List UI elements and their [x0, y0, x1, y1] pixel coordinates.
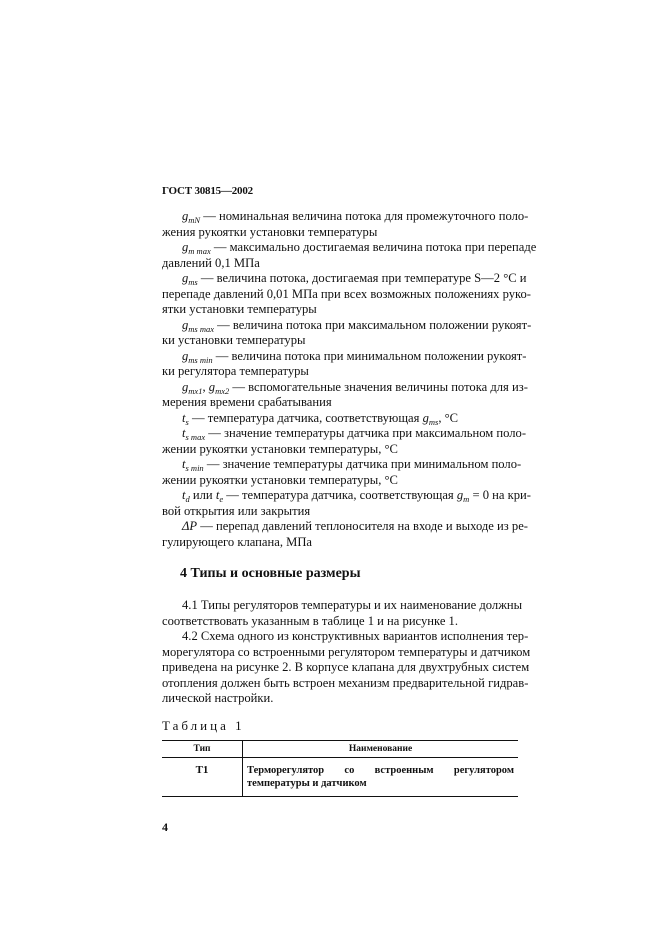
symbol-subscript: ms min — [188, 354, 213, 365]
text-line — [162, 395, 517, 411]
text-line — [162, 504, 517, 520]
symbol-subscript: m — [463, 494, 470, 504]
symbol-subscript: m max — [188, 246, 211, 256]
text: — величина потока, достигаемая при температуре S—2 °С и — [197, 271, 527, 285]
text: перепаде давлений 0,01 МПа при всех возможных положениях руко- — [162, 286, 531, 301]
text: 4.2 Схема одного из конструктивных вариантов исполнения тер- — [182, 629, 529, 643]
text: соответствовать указанным в таблице 1 и на рисунке 1. — [162, 613, 459, 628]
symbol-subscript: s — [185, 416, 189, 427]
section-heading: 4 Типы и основные размеры — [180, 566, 361, 581]
text-line — [162, 271, 527, 287]
paragraph — [162, 271, 531, 318]
paragraph — [162, 488, 531, 519]
symbol-subscript: s min — [185, 463, 204, 473]
paragraph — [162, 317, 532, 349]
text-line — [162, 225, 517, 241]
section-paragraphs — [162, 598, 531, 707]
text: — номинальная величина потока для промежуточного поло- — [200, 209, 529, 223]
text-line — [162, 675, 529, 692]
text: приведена на рисунке 2. В корпусе клапана для двухтрубных систем — [162, 660, 530, 674]
text: жении рукоятки установки температуры, °С — [162, 441, 398, 456]
text: — температура датчика, соответствующая — [188, 410, 423, 425]
table-header-row — [162, 741, 518, 758]
table-row — [162, 758, 518, 797]
text-line — [162, 411, 517, 427]
paragraph — [162, 411, 517, 427]
symbol-subscript: mN — [188, 215, 201, 225]
symbol: g — [456, 488, 464, 502]
page-number: 4 — [162, 820, 168, 834]
paragraph — [162, 209, 529, 240]
text: ки установки температуры — [162, 333, 306, 347]
text-line — [162, 256, 517, 272]
symbol-subscript: s max — [185, 432, 206, 442]
symbol-subscript: ms max — [188, 323, 215, 334]
text: — значение температуры датчика при максимальном поло- — [205, 426, 527, 440]
symbol: g — [182, 271, 189, 285]
symbol-subscript: ms — [188, 277, 198, 287]
symbol: g — [182, 240, 189, 254]
text-line — [162, 333, 517, 349]
text-line — [162, 317, 532, 334]
paragraph — [162, 629, 531, 707]
text-line — [162, 691, 517, 707]
text: — значение температуры датчика при минимальном поло- — [203, 457, 522, 471]
table-title: Таблица 1 — [162, 718, 245, 733]
text: гулирующего клапана, МПа — [162, 534, 313, 549]
text: 4.1 Типы регуляторов температуры и их наименование должны — [182, 598, 523, 612]
symbol-subscript: d — [185, 494, 190, 504]
symbol: g — [182, 317, 189, 332]
cell-name: Терморегулятор со встроенным регулятором температуры и датчиком — [243, 758, 519, 797]
text-line — [162, 488, 531, 504]
text: ятки установки температуры — [162, 302, 317, 316]
paragraph — [162, 379, 528, 411]
text: — перепад давлений теплоносителя на входе и выходе из ре- — [197, 519, 528, 533]
text-line — [162, 473, 517, 489]
text-line — [162, 629, 529, 645]
symbol: t — [182, 457, 186, 471]
text-line — [162, 209, 529, 225]
text-line — [162, 442, 517, 458]
text-line — [162, 598, 523, 614]
text-line — [162, 302, 517, 318]
text: , — [202, 379, 209, 394]
text-line — [162, 660, 530, 676]
text-line — [162, 240, 537, 256]
text: лической настройки. — [162, 691, 274, 705]
symbol-subscript: ms — [428, 416, 439, 427]
text-line — [162, 426, 527, 442]
text: морегулятора со встроенными регулятором температуры и датчиком — [162, 644, 531, 659]
symbol: g — [182, 348, 189, 363]
symbol: t — [182, 410, 186, 425]
definitions-list — [162, 209, 537, 550]
types-table — [162, 740, 518, 797]
text: ки регулятора температуры — [162, 364, 309, 378]
text-line — [162, 519, 528, 535]
text-line — [162, 457, 522, 473]
text: жении рукоятки установки температуры, °С — [162, 472, 398, 487]
symbol-subscript: mx2 — [215, 385, 230, 396]
text: — величина потока при минимальном положении рукоят- — [212, 348, 527, 363]
symbol: g — [182, 379, 189, 394]
text: = 0 на кри- — [469, 488, 531, 502]
text: давлений 0,1 МПа — [162, 255, 260, 270]
symbol: g — [422, 410, 429, 425]
text: — вспомогательные значения величины потока для из- — [229, 379, 528, 394]
symbol: ΔP — [182, 519, 198, 533]
text: — максимально достигаемая величина потока при перепаде — [210, 240, 537, 254]
text-line — [162, 286, 531, 303]
paragraph — [162, 598, 523, 629]
document-header: ГОСТ 30815—2002 — [162, 185, 253, 197]
paragraph — [162, 519, 528, 550]
paragraph — [162, 457, 522, 488]
symbol-subscript: e — [219, 494, 224, 504]
text: жения рукоятки установки температуры — [162, 224, 378, 239]
column-header-name: Наименование — [243, 741, 519, 758]
text-line — [162, 364, 517, 380]
paragraph — [162, 426, 527, 457]
text: — величина потока при максимальном положении рукоят- — [214, 317, 532, 332]
text-line — [162, 614, 517, 630]
symbol: t — [182, 426, 186, 440]
text: , °С — [438, 410, 459, 425]
text: мерения времени срабатывания — [162, 395, 332, 409]
text: вой открытия или закрытия — [162, 503, 311, 518]
text-line — [162, 535, 517, 551]
symbol-subscript: mx1 — [188, 385, 203, 396]
paragraph — [162, 348, 527, 380]
column-header-type: Тип — [162, 741, 243, 758]
symbol: g — [208, 379, 216, 394]
text-line — [162, 348, 527, 365]
symbol: t — [215, 488, 220, 502]
text-line — [162, 379, 528, 396]
text: или — [189, 488, 216, 502]
text: — температура датчика, соответствующая — [223, 488, 457, 502]
symbol: g — [182, 209, 189, 223]
symbol: t — [182, 488, 186, 502]
text-line — [162, 644, 531, 661]
paragraph — [162, 240, 537, 271]
text: отопления должен быть встроен механизм предварительной гидрав- — [162, 675, 529, 690]
cell-type: Т1 — [162, 758, 243, 797]
